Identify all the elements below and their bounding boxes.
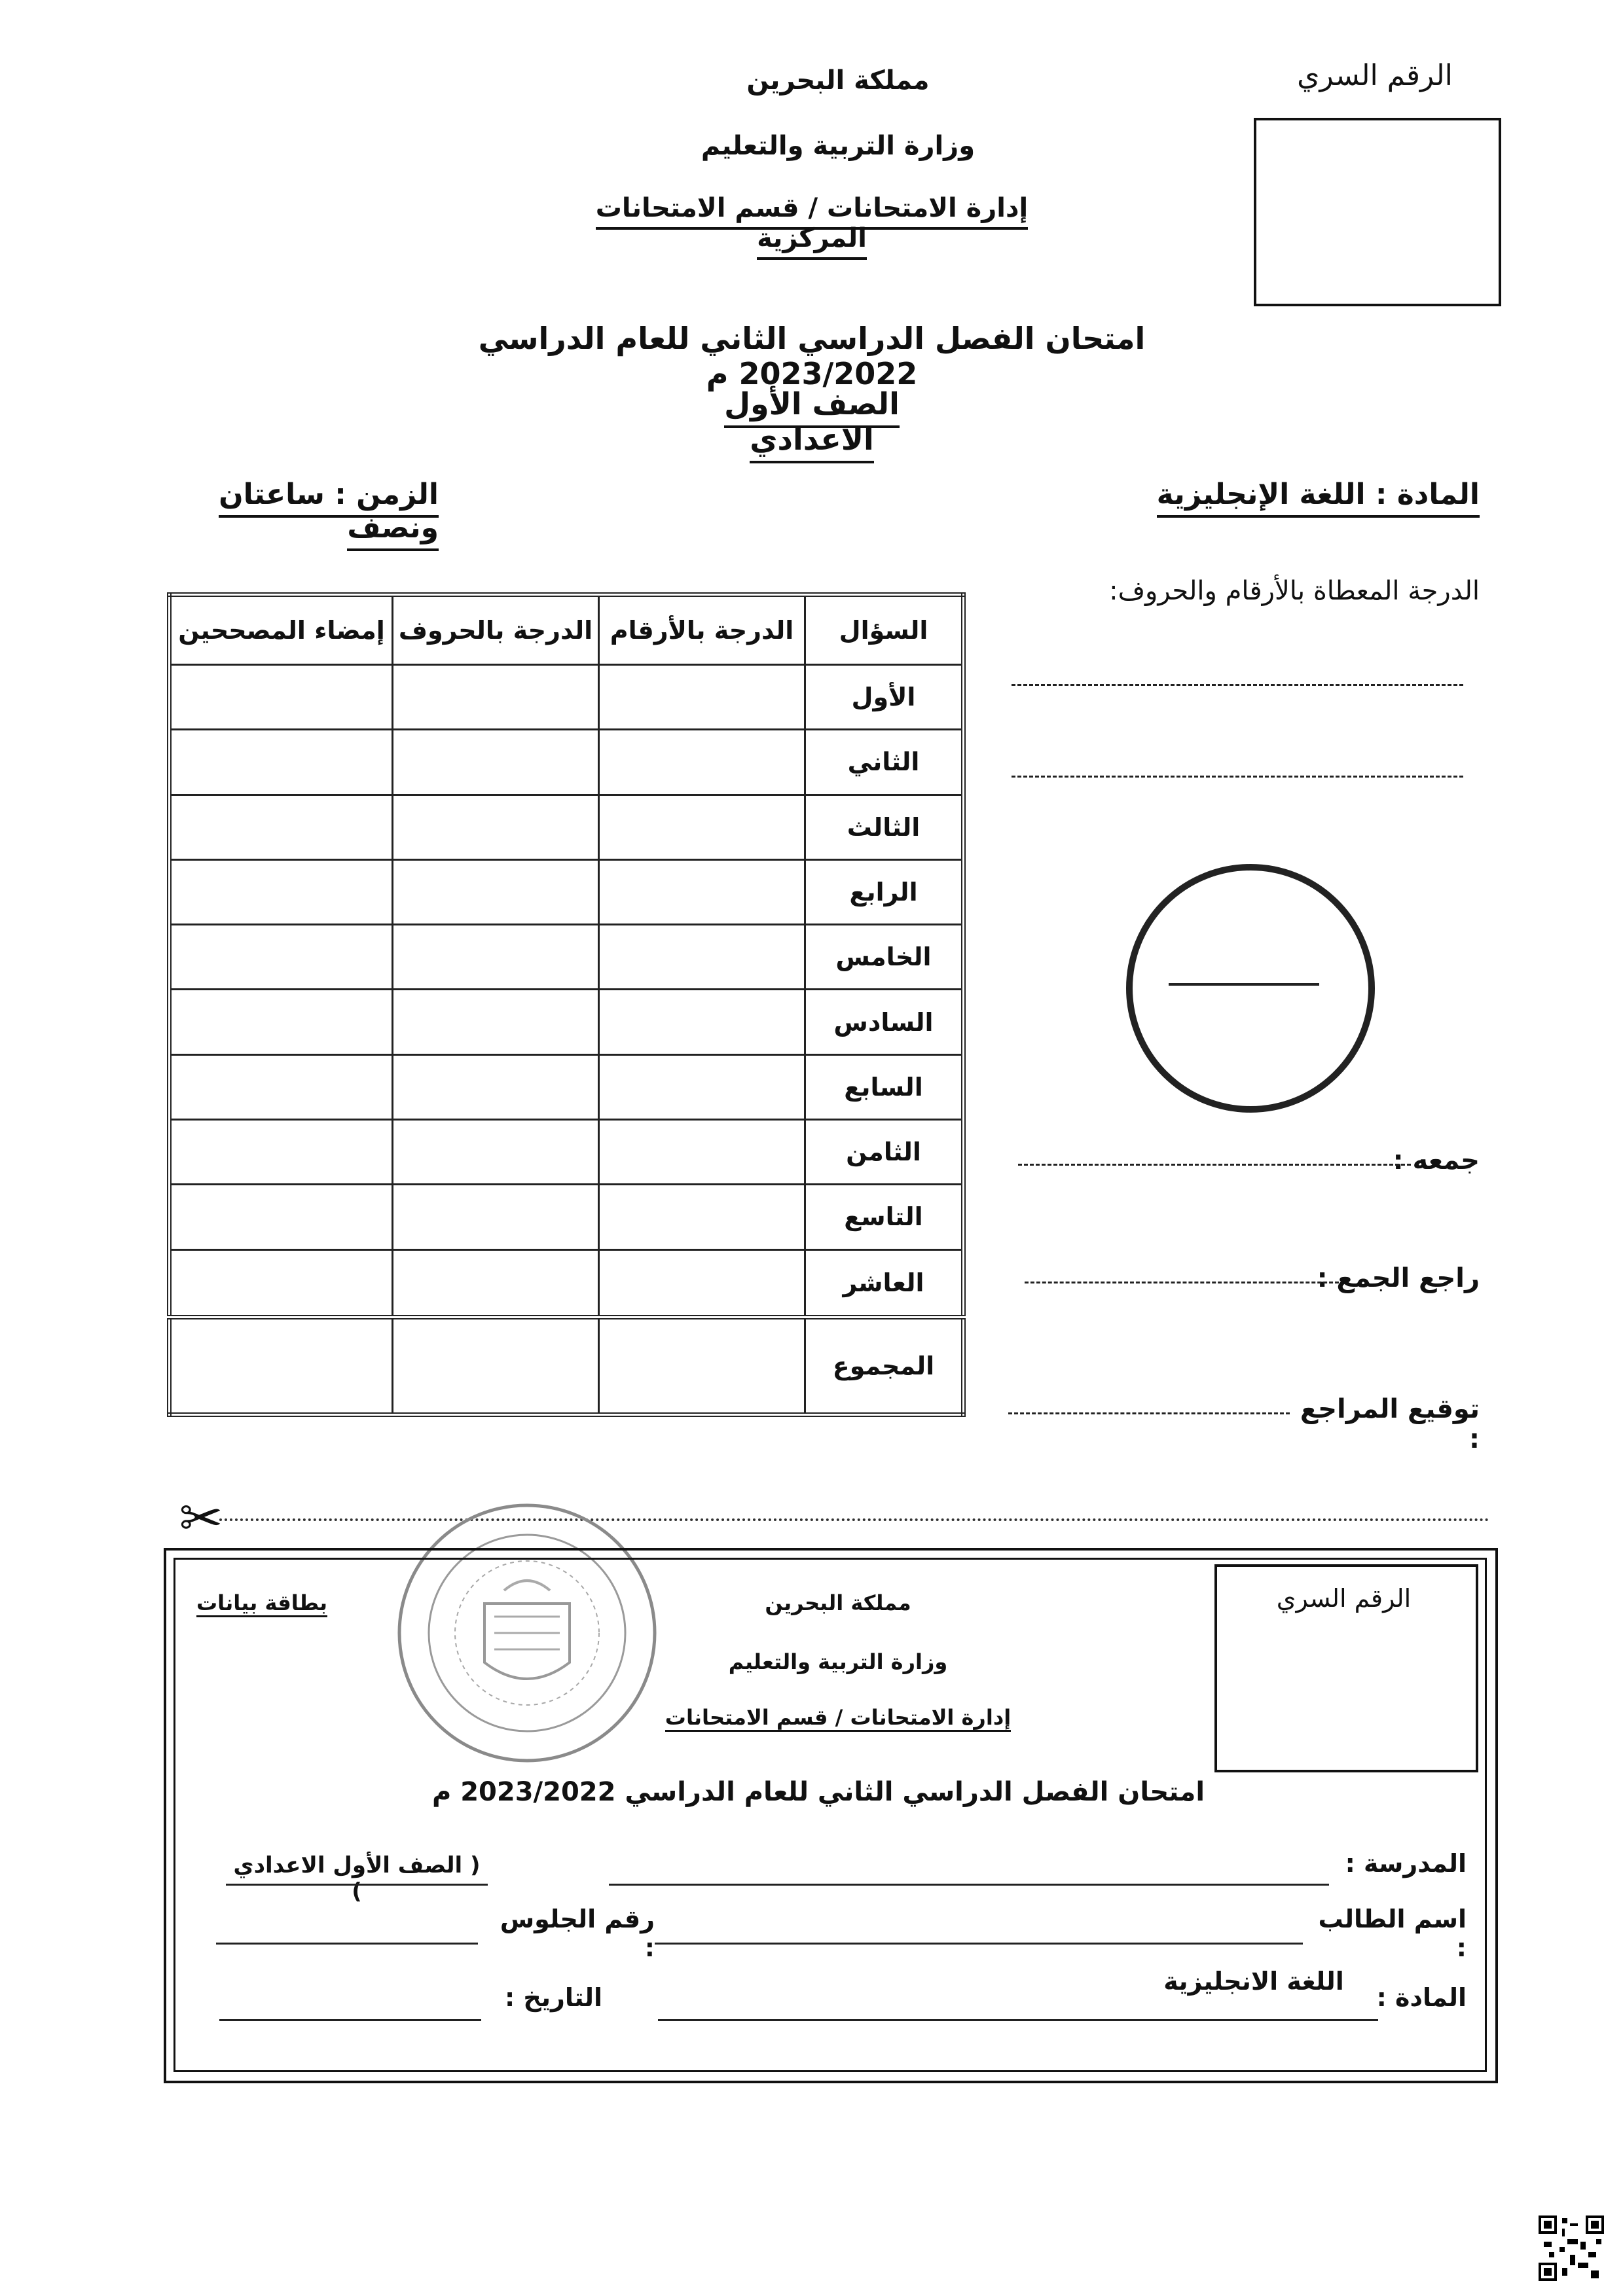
table-row [170, 665, 964, 730]
date-label: التاريخ : [504, 1983, 602, 2012]
card-ministry: وزارة التربية والتعليم [728, 1649, 948, 1674]
sum-reviewed-by-label: راجع الجمع : [1317, 1263, 1480, 1293]
grade-words-cell[interactable] [393, 730, 599, 795]
grade-words-cell[interactable] [393, 1185, 599, 1249]
exam-subject-wrap [1152, 478, 1480, 511]
table-row [170, 795, 964, 859]
seat-number-field[interactable] [216, 1943, 478, 1945]
exam-grade: الصف الأول الاعدادي [724, 386, 900, 463]
grade-digits-cell[interactable] [599, 1119, 805, 1184]
given-grade-line-1[interactable] [1012, 684, 1463, 686]
grade-words-cell[interactable] [393, 1054, 599, 1119]
header-kingdom: مملكة البحرين [746, 65, 930, 96]
question-label: الرابع [805, 859, 964, 924]
signature-cell[interactable] [170, 1249, 393, 1317]
grade-value-underline [226, 1884, 488, 1886]
question-label: التاسع [805, 1185, 964, 1249]
question-label: العاشر [805, 1249, 964, 1317]
table-row [170, 1185, 964, 1249]
date-field[interactable] [219, 2019, 481, 2021]
grade-words-cell[interactable] [393, 859, 599, 924]
summed-by-line[interactable] [1018, 1164, 1411, 1166]
grade-words-cell[interactable] [393, 990, 599, 1054]
grade-words-cell[interactable] [393, 925, 599, 990]
card-department-wrap [629, 1705, 1048, 1730]
header-department: إدارة الامتحانات / قسم الامتحانات المركزية [596, 193, 1029, 260]
question-label: السابع [805, 1054, 964, 1119]
signature-cell[interactable] [170, 990, 393, 1054]
grade-digits-cell[interactable] [599, 1054, 805, 1119]
table-row [170, 730, 964, 795]
card-secret-number-label: الرقم السري [1276, 1584, 1412, 1613]
total-digits-cell[interactable] [599, 1318, 805, 1415]
grade-words-cell[interactable] [393, 1119, 599, 1184]
table-row [170, 859, 964, 924]
qr-code-icon [1539, 2215, 1604, 2281]
col-grade-digits: الدرجة بالأرقام [599, 595, 805, 665]
grade-digits-cell[interactable] [599, 1185, 805, 1249]
total-signature-cell[interactable] [170, 1318, 393, 1415]
exam-time-wrap [164, 478, 439, 545]
subject-label: المادة : [1376, 1983, 1467, 2012]
question-label: السادس [805, 990, 964, 1054]
given-grade-line-2[interactable] [1012, 776, 1463, 778]
grade-digits-cell[interactable] [599, 990, 805, 1054]
secret-number-box[interactable] [1254, 118, 1501, 306]
header-department-wrap [550, 193, 1074, 253]
card-title: امتحان الفصل الدراسي الثاني للعام الدراسي 2023/2022 م [431, 1777, 1205, 1807]
question-label: الثامن [805, 1119, 964, 1184]
sum-reviewed-by-line[interactable] [1025, 1282, 1339, 1283]
card-kingdom: مملكة البحرين [765, 1590, 911, 1615]
exam-title: امتحان الفصل الدراسي الثاني للعام الدراسي 2023/2022 م [478, 321, 1146, 391]
data-card-label: بطاقة بيانات [196, 1590, 327, 1617]
signature-cell[interactable] [170, 1119, 393, 1184]
grade-digits-cell[interactable] [599, 665, 805, 730]
exam-subject: المادة : اللغة الإنجليزية [1157, 478, 1480, 518]
question-label: الثاني [805, 730, 964, 795]
total-words-cell[interactable] [393, 1318, 599, 1415]
total-label: المجموع [805, 1318, 964, 1415]
final-grade-fraction-bar [1169, 983, 1319, 986]
col-question: السؤال [805, 595, 964, 665]
signature-cell[interactable] [170, 1054, 393, 1119]
grades-table [167, 592, 966, 1417]
grade-words-cell[interactable] [393, 795, 599, 859]
exam-time: الزمن : ساعتان ونصف [219, 478, 439, 551]
signature-cell[interactable] [170, 925, 393, 990]
grade-words-cell[interactable] [393, 1249, 599, 1317]
final-grade-circle[interactable] [1126, 864, 1375, 1113]
subject-field[interactable] [658, 2019, 1378, 2021]
grade-digits-cell[interactable] [599, 1249, 805, 1317]
table-row [170, 1119, 964, 1184]
question-label: الخامس [805, 925, 964, 990]
signature-cell[interactable] [170, 1185, 393, 1249]
summed-by-label: جمعه : [1393, 1145, 1480, 1175]
total-row [170, 1318, 964, 1415]
student-name-field[interactable] [655, 1943, 1303, 1945]
school-label: المدرسة : [1345, 1849, 1467, 1878]
school-field[interactable] [609, 1884, 1329, 1886]
grade-value: ( الصف الأول الاعدادي ) [233, 1852, 481, 1905]
table-row [170, 1249, 964, 1317]
table-row [170, 925, 964, 990]
grade-digits-cell[interactable] [599, 795, 805, 859]
data-card-label-wrap [196, 1590, 327, 1615]
grade-digits-cell[interactable] [599, 730, 805, 795]
grade-digits-cell[interactable] [599, 925, 805, 990]
reviewer-signature-line[interactable] [1008, 1412, 1290, 1414]
card-department: إدارة الامتحانات / قسم الامتحانات [665, 1705, 1011, 1732]
table-row [170, 1054, 964, 1119]
grades-table-header [170, 595, 964, 665]
col-grade-words: الدرجة بالحروف [393, 595, 599, 665]
subject-value: اللغة الانجليزية [1163, 1967, 1344, 1996]
scissors-icon: ✂ [179, 1488, 223, 1549]
signature-cell[interactable] [170, 730, 393, 795]
header-ministry: وزارة التربية والتعليم [701, 131, 976, 161]
student-name-label: اسم الطالب : [1318, 1905, 1467, 1962]
exam-grade-wrap [674, 386, 949, 457]
question-label: الثالث [805, 795, 964, 859]
signature-cell[interactable] [170, 795, 393, 859]
reviewer-signature-label: توقيع المراجع : [1300, 1394, 1480, 1454]
secret-number-label: الرقم السري [1297, 59, 1453, 92]
question-label: الأول [805, 665, 964, 730]
signature-cell[interactable] [170, 859, 393, 924]
table-row [170, 990, 964, 1054]
given-grade-label: الدرجة المعطاة بالأرقام والحروف: [1109, 576, 1480, 606]
col-grader-signature: إمضاء المصححين [170, 595, 393, 665]
seat-number-label: رقم الجلوس : [500, 1905, 655, 1962]
grade-digits-cell[interactable] [599, 859, 805, 924]
signature-cell[interactable] [170, 665, 393, 730]
grade-words-cell[interactable] [393, 665, 599, 730]
